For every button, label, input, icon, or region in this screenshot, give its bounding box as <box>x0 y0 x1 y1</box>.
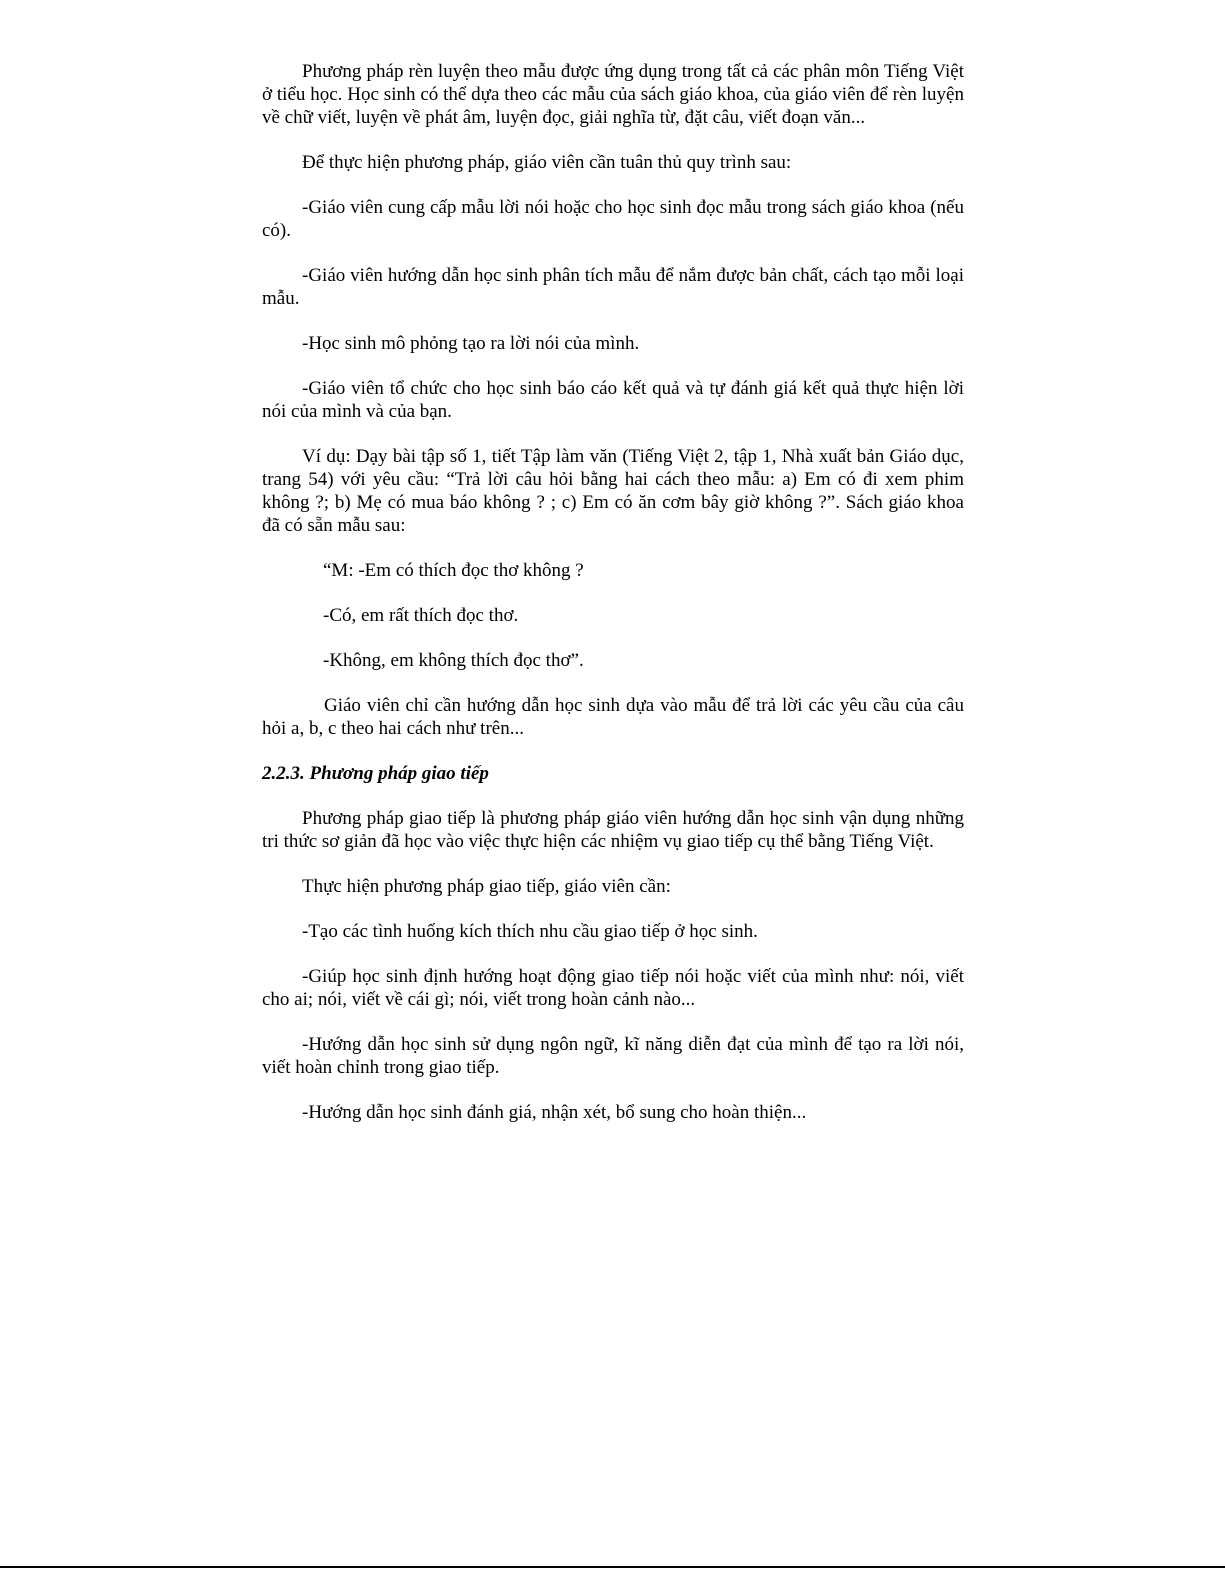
paragraph-procedure-intro: Để thực hiện phương pháp, giáo viên cần tuân thủ quy trình sau: <box>302 152 792 173</box>
paragraph-step-imitate: -Học sinh mô phỏng tạo ra lời nói của mình. <box>302 333 640 354</box>
page-bottom-border <box>0 1566 1225 1568</box>
quote-line-no: -Không, em không thích đọc thơ”. <box>323 650 584 671</box>
paragraph-step-provide-model: -Giáo viên cung cấp mẫu lời nói hoặc cho học sinh đọc mẫu trong sách giáo khoa (nếu có). <box>262 197 964 241</box>
paragraph-step-report: -Giáo viên tổ chức cho học sinh báo cáo kết quả và tự đánh giá kết quả thực hiện lời nói của mình và của bạn. <box>262 378 964 422</box>
paragraph-communication-requirements: Thực hiện phương pháp giao tiếp, giáo viên cần: <box>302 876 671 897</box>
paragraph-step-create-situations: -Tạo các tình huống kích thích nhu cầu giao tiếp ở học sinh. <box>302 921 758 942</box>
paragraph-communication-method-intro: Phương pháp giao tiếp là phương pháp giáo viên hướng dẫn học sinh vận dụng những tri thức sơ giản đã học vào việc thực hiện các nhiệm vụ giao tiếp cụ thể bằng Tiếng Việt. <box>262 808 964 852</box>
section-heading: 2.2.3. Phương pháp giao tiếp <box>262 763 489 784</box>
paragraph-step-evaluate: -Hướng dẫn học sinh đánh giá, nhận xét, bổ sung cho hoàn thiện... <box>302 1102 807 1123</box>
paragraph-step-language-use: -Hướng dẫn học sinh sử dụng ngôn ngữ, kĩ năng diễn đạt của mình để tạo ra lời nói, viết hoàn chỉnh trong giao tiếp. <box>262 1034 964 1078</box>
quote-line-question: “M: -Em có thích đọc thơ không ? <box>323 560 584 581</box>
paragraph-example: Ví dụ: Dạy bài tập số 1, tiết Tập làm văn (Tiếng Việt 2, tập 1, Nhà xuất bản Giáo dục, trang 54) với yêu cầu: “Trả lời câu hỏi bằng hai cách theo mẫu: a) Em có đi xem phim không ?; b) Mẹ có mua báo không ? ; c) Em có ăn cơm bây giờ không ?”. Sách giáo khoa đã có sẵn mẫu sau: <box>262 446 964 536</box>
paragraph-model-method-intro: Phương pháp rèn luyện theo mẫu được ứng dụng trong tất cả các phân môn Tiếng Việt ở tiểu học. Học sinh có thể dựa theo các mẫu của sách giáo khoa, của giáo viên để rèn luyện về chữ viết, luyện về phát âm, luyện đọc, giải nghĩa từ, đặt câu, viết đoạn văn... <box>262 61 964 128</box>
paragraph-step-analyze-model: -Giáo viên hướng dẫn học sinh phân tích mẫu để nắm được bản chất, cách tạo mỗi loại mẫu. <box>262 265 964 309</box>
quote-line-yes: -Có, em rất thích đọc thơ. <box>323 605 519 626</box>
paragraph-step-orient: -Giúp học sinh định hướng hoạt động giao tiếp nói hoặc viết của mình như: nói, viết cho ai; nói, viết về cái gì; nói, viết trong hoàn cảnh nào... <box>262 966 964 1010</box>
paragraph-example-conclusion: Giáo viên chỉ cần hướng dẫn học sinh dựa vào mẫu để trả lời các yêu cầu của câu hỏi a, b, c theo hai cách như trên... <box>262 695 964 739</box>
document-page <box>262 60 964 1124</box>
